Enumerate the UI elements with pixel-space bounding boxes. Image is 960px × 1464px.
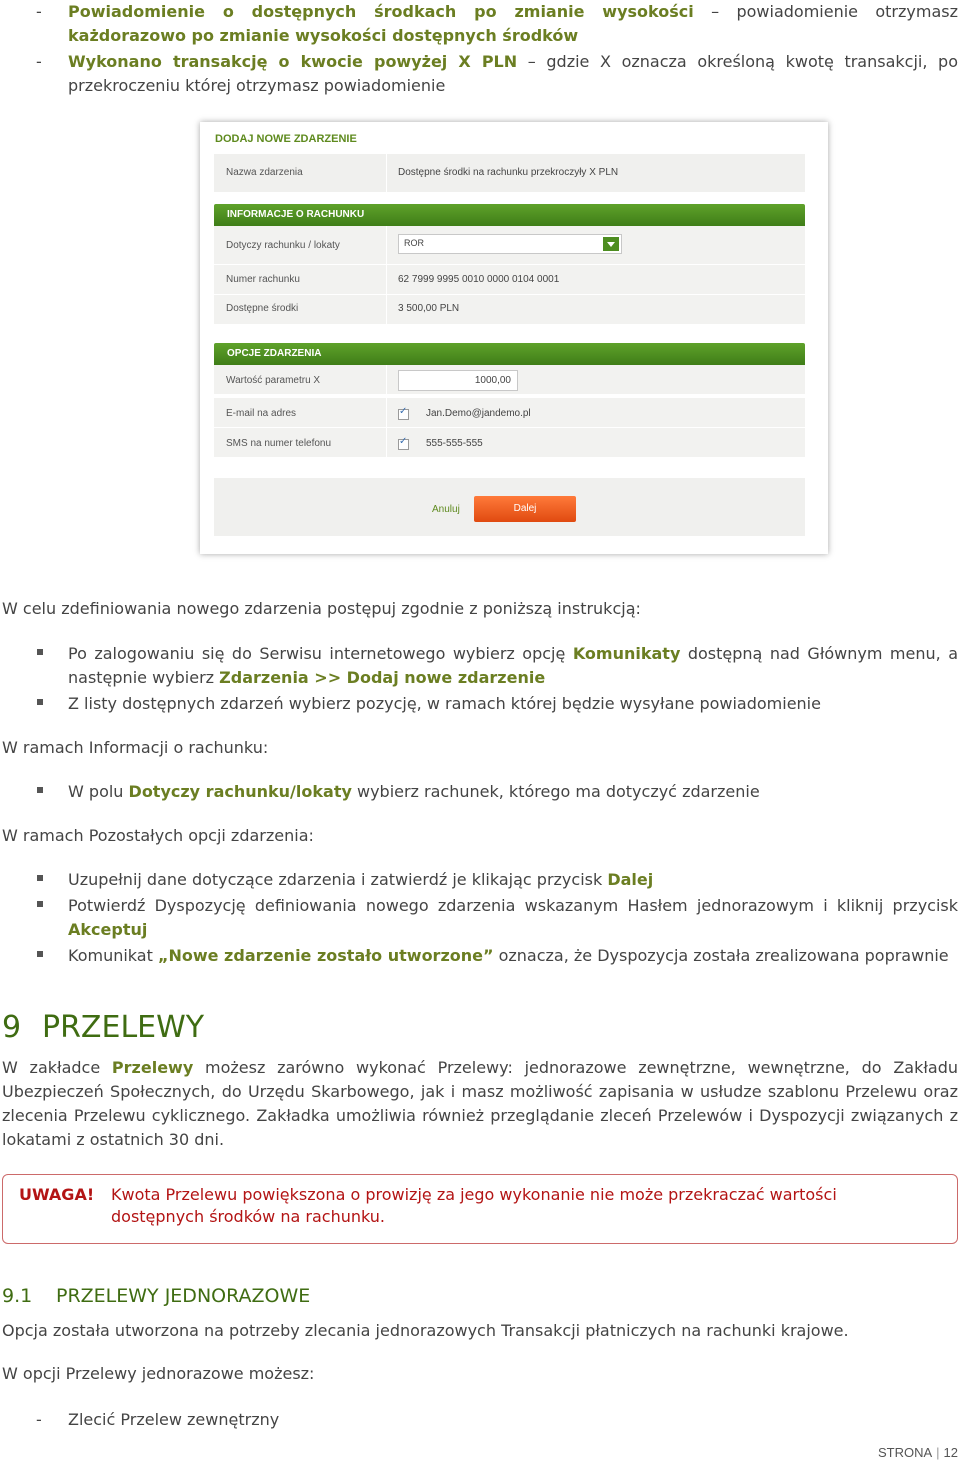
email-value: Jan.Demo@jandemo.pl	[426, 408, 531, 419]
event-name-row	[214, 154, 805, 192]
highlight-term: „Nowe zdarzenie zostało utworzone”	[157, 946, 494, 965]
list-item-text: Po zalogowaniu się do Serwisu internetowego wybierz opcję	[68, 644, 573, 663]
warning-label: UWAGA!	[19, 1185, 95, 1204]
highlight-term: każdorazowo po zmianie wysokości dostępnych środków	[68, 26, 579, 45]
param-input[interactable]	[398, 370, 518, 391]
options-section-header	[214, 343, 805, 365]
form-screenshot	[200, 122, 828, 554]
highlight-term: Komunikaty	[572, 644, 681, 663]
highlight-term: Powiadomienie o dostępnych środkach po zmianie wysokości	[68, 2, 694, 21]
account-number-value: 62 7999 9995 0010 0000 0104 0001	[398, 274, 560, 285]
form-title: DODAJ NOWE ZDARZENIE	[215, 133, 357, 145]
sms-row	[214, 428, 805, 458]
sms-checkbox[interactable]	[398, 439, 409, 450]
list-item-text: Komunikat	[68, 946, 158, 965]
list-item	[68, 780, 958, 804]
email-row	[214, 398, 805, 428]
event-name-value: Dostępne środki na rachunku przekroczyły X PLN	[398, 167, 619, 178]
funds-row	[214, 295, 805, 325]
subsection-paragraph: Opcja została utworzona na potrzeby zlecania jednorazowych Transakcji płatniczych na rachunki krajowe.	[2, 1321, 849, 1340]
footer-separator: |	[936, 1445, 940, 1460]
section-title: PRZELEWY	[42, 1010, 205, 1045]
list-item-text: wybierz rachunek, którego ma dotyczyć zdarzenie	[351, 782, 760, 801]
subsection-heading	[2, 1283, 310, 1309]
dash-marker: -	[36, 1410, 42, 1429]
highlight-term: Wykonano transakcję o kwocie powyżej X PLN	[68, 52, 518, 71]
section-paragraph	[2, 1056, 958, 1152]
account-number-label: Numer rachunku	[226, 274, 300, 285]
intro-paragraph: W celu zdefiniowania nowego zdarzenia postępuj zgodnie z poniższą instrukcją:	[2, 599, 641, 618]
section-heading	[2, 1008, 204, 1048]
account-select-value: ROR	[404, 238, 424, 248]
list-item-text: – powiadomienie otrzymasz	[693, 2, 959, 21]
list-item	[68, 894, 958, 942]
list-item	[68, 868, 958, 892]
subsection-paragraph: W opcji Przelewy jednorazowe możesz:	[2, 1364, 315, 1383]
highlight-term: Dotyczy rachunku/lokaty	[128, 782, 352, 801]
account-info-heading: W ramach Informacji o rachunku:	[2, 738, 269, 757]
list-item: Zlecić Przelew zewnętrzny	[68, 1410, 280, 1429]
warning-text: Kwota Przelewu powiększona o prowizję za jego wykonanie nie może przekraczać wartości dostępnych środków na rachunku.	[111, 1185, 837, 1226]
page-number: 12	[943, 1445, 958, 1460]
param-label: Wartość parametru X	[226, 375, 321, 386]
account-label: Dotyczy rachunku / lokaty	[226, 240, 340, 251]
funds-value: 3 500,00 PLN	[398, 303, 460, 314]
account-section-header	[214, 204, 805, 226]
page-footer	[878, 1445, 958, 1460]
dash-marker: -	[36, 52, 42, 71]
list-item	[68, 0, 958, 48]
list-item-text: oznacza, że Dyspozycja została zrealizowana poprawnie	[493, 946, 949, 965]
list-item	[68, 50, 958, 98]
list-item-text: Uzupełnij dane dotyczące zdarzenia i zatwierdź je klikając przycisk	[68, 870, 608, 889]
section-title: OPCJE ZDARZENIA	[227, 348, 322, 359]
highlight-term: Akceptuj	[68, 920, 148, 939]
warning-box	[2, 1174, 958, 1244]
highlight-term: Przelewy	[111, 1058, 194, 1077]
cancel-link[interactable]: Anuluj	[432, 504, 460, 515]
subsection-title: PRZELEWY JEDNORAZOWE	[56, 1285, 311, 1307]
list-item-text: – gdzie X oznacza określoną kwotę transakcji, po przekroczeniu której otrzymasz powiadomienie	[68, 52, 958, 95]
bullet-marker	[37, 875, 43, 881]
next-button-label: Dalej	[513, 503, 537, 514]
sms-label: SMS na numer telefonu	[226, 438, 332, 449]
bullet-marker	[37, 787, 43, 793]
bullet-marker	[37, 901, 43, 907]
other-options-heading: W ramach Pozostałych opcji zdarzenia:	[2, 826, 314, 845]
account-select[interactable]	[398, 234, 622, 254]
section-title: INFORMACJE O RACHUNKU	[227, 209, 365, 220]
list-item-text: Potwierdź Dyspozycję definiowania nowego zdarzenia wskazanym Hasłem jednorazowym i kliknij przycisk	[68, 896, 958, 915]
account-number-row	[214, 265, 805, 295]
dash-marker: -	[36, 2, 42, 21]
footer-label: STRONA	[877, 1445, 933, 1460]
chevron-down-icon[interactable]	[603, 237, 619, 251]
paragraph-text: W zakładce	[2, 1058, 112, 1077]
sms-value: 555-555-555	[426, 438, 483, 449]
bullet-marker	[37, 951, 43, 957]
highlight-term: Zdarzenia >> Dodaj nowe zdarzenie	[219, 668, 546, 687]
email-checkbox[interactable]	[398, 409, 409, 420]
list-item	[68, 642, 958, 690]
bullet-marker	[37, 649, 43, 655]
paragraph-text: możesz zarówno wykonać Przelewy: jednorazowe zewnętrzne, wewnętrzne, do Zakładu Ubezpieczeń Społecznych, do Urzędu Skarbowego, jak i masz możliwość zapisania w usłudze szablonu Przelewu oraz zlecenia Przelewu cyklicznego. Zakładka umożliwia również przeglądanie zleceń Przelewów i Dyspozycji związanych z lokatami z ostatnich 30 dni.	[2, 1058, 958, 1149]
section-number: 9	[2, 1010, 22, 1045]
list-item: Z listy dostępnych zdarzeń wybierz pozycję, w ramach której będzie wysyłane powiadomienie	[68, 694, 821, 713]
email-label: E-mail na adres	[226, 408, 297, 419]
event-name-label: Nazwa zdarzenia	[226, 167, 303, 178]
highlight-term: Dalej	[607, 870, 654, 889]
funds-label: Dostępne środki	[226, 303, 299, 314]
list-item-text: W polu	[68, 782, 129, 801]
param-input-value: 1000,00	[474, 375, 511, 386]
list-item-text: dostępną nad Głównym menu, a następnie wybierz	[68, 644, 959, 687]
list-item	[68, 944, 958, 968]
subsection-number: 9.1	[2, 1285, 33, 1307]
next-button[interactable]	[474, 496, 576, 522]
bullet-marker	[37, 699, 43, 705]
